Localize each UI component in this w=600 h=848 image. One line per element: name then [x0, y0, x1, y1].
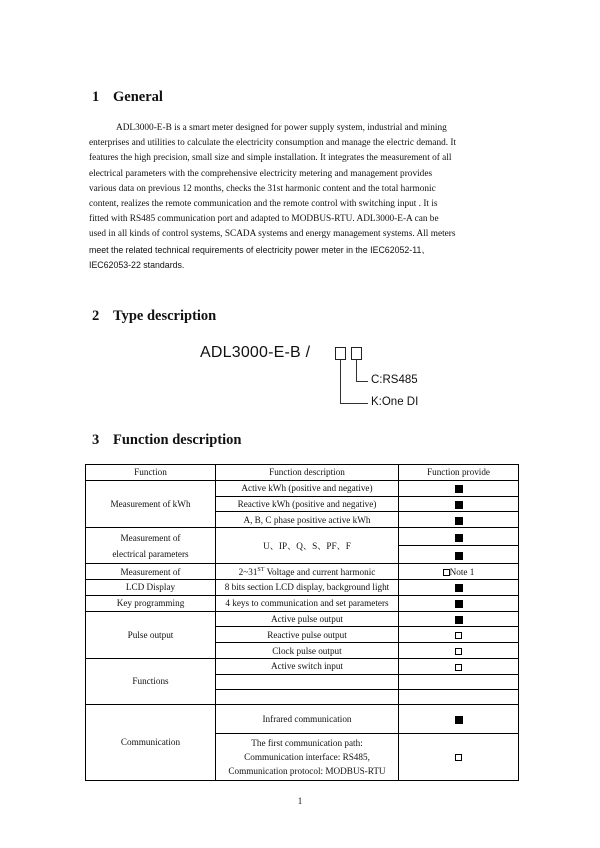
provide-cell: [399, 595, 519, 611]
hollow-square-icon: [455, 632, 462, 639]
desc-cell: The first communication path: Communication interface: RS485, Communication protocol: MODBUS-RTU: [216, 733, 399, 780]
desc-cell: Reactive kWh (positive and negative): [216, 496, 399, 512]
provide-cell: [399, 658, 519, 674]
paragraph-line: used in all kinds of control systems, SCADA systems and energy management systems. All meters: [89, 229, 456, 240]
provide-cell-empty: [399, 689, 519, 704]
section-heading-function: 3 Function description: [92, 432, 242, 448]
table-row: [86, 704, 519, 733]
group-communication: Communication: [86, 704, 216, 780]
connector-line-c-horizontal: [356, 381, 368, 382]
table-row: [86, 528, 519, 546]
paragraph-line: various data on previous 12 months, checks the 31st harmonic content and the total harmonic: [89, 183, 436, 194]
provide-cell: [399, 480, 519, 496]
provide-cell: [399, 627, 519, 643]
provide-cell: [399, 546, 519, 564]
func-cell: Measurement of: [86, 564, 216, 580]
table-header-row: [86, 465, 519, 481]
func-cell: LCD Display: [86, 579, 216, 595]
desc-cell: U、IP、Q、S、PF、F: [216, 528, 399, 564]
paragraph-line: content, realizes the remote communication and the remote control with switching input . It is: [89, 198, 438, 209]
desc-cell: Active pulse output: [216, 611, 399, 627]
paragraph-line: meet the related technical requirements of electricity power meter in the IEC62052-11、: [89, 244, 431, 255]
filled-square-icon: [455, 501, 463, 509]
paragraph-line: enterprises and utilities to calculate the electricity consumption and manage the electric demand. It: [89, 138, 457, 149]
paragraph-line: electrical parameters with the comprehensive electricity metering and management provides: [89, 168, 433, 179]
connector-line-k: [340, 360, 341, 404]
filled-square-icon: [455, 584, 463, 592]
filled-square-icon: [455, 600, 463, 608]
page-number: 1: [297, 796, 303, 806]
hollow-square-icon: [443, 569, 450, 576]
section-heading-type: 2 Type description: [92, 308, 217, 324]
desc-cell: 4 keys to communication and set parameters: [216, 595, 399, 611]
desc-cell: Infrared communication: [216, 704, 399, 733]
desc-cell-empty: [216, 674, 399, 689]
desc-cell-empty: [216, 689, 399, 704]
group-pulse: Pulse output: [86, 611, 216, 658]
provide-cell: [399, 643, 519, 659]
paragraph-line: fitted with RS485 communication port and adapted to MODBUS-RTU. ADL3000-E-A can be: [89, 214, 439, 225]
option-k-label: K:One DI: [371, 396, 419, 408]
desc-cell: A, B, C phase positive active kWh: [216, 512, 399, 528]
provide-cell: [399, 611, 519, 627]
header-function: Function: [86, 465, 216, 481]
provide-cell-empty: [399, 674, 519, 689]
connector-line-k-horizontal: [340, 403, 368, 404]
table-row: [86, 480, 519, 496]
model-code: ADL3000-E-B /: [200, 344, 311, 361]
table-row: [86, 595, 519, 611]
filled-square-icon: [455, 485, 463, 493]
provide-cell: [399, 528, 519, 546]
provide-cell: [399, 733, 519, 780]
table-row: [86, 658, 519, 674]
option-c-label: C:RS485: [371, 374, 418, 386]
group-electrical: Measurement of electrical parameters: [86, 528, 216, 564]
group-kwh: Measurement of kWh: [86, 480, 216, 527]
table-row: [86, 564, 519, 580]
provide-cell: [399, 704, 519, 733]
table-row: [86, 579, 519, 595]
provide-cell: [399, 496, 519, 512]
header-description: Function description: [216, 465, 399, 481]
provide-cell: Note 1: [399, 564, 519, 580]
table-row: [86, 611, 519, 627]
filled-square-icon: [455, 716, 463, 724]
group-functions: Functions: [86, 658, 216, 704]
paragraph-line: ADL3000-E-B is a smart meter designed for power supply system, industrial and mining: [116, 123, 447, 133]
filled-square-icon: [455, 552, 463, 560]
hollow-square-icon: [455, 664, 462, 671]
desc-cell: 8 bits section LCD display, background light: [216, 579, 399, 595]
header-provide: Function provide: [399, 465, 519, 481]
paragraph-line: features the high precision, small size and simple installation. It integrates the measurement of all: [89, 153, 452, 164]
filled-square-icon: [455, 534, 463, 542]
function-table: [85, 464, 519, 781]
desc-cell: Active switch input: [216, 658, 399, 674]
option-box-2: [351, 347, 362, 360]
option-box-1: [335, 347, 346, 360]
general-paragraph: [89, 121, 521, 273]
desc-cell: Active kWh (positive and negative): [216, 480, 399, 496]
connector-line-c: [356, 360, 357, 382]
filled-square-icon: [455, 616, 463, 624]
provide-cell: [399, 512, 519, 528]
provide-cell: [399, 579, 519, 595]
func-cell: Key programming: [86, 595, 216, 611]
desc-cell: Reactive pulse output: [216, 627, 399, 643]
hollow-square-icon: [455, 754, 462, 761]
filled-square-icon: [455, 517, 463, 525]
section-heading-general: 1 General: [92, 89, 163, 105]
hollow-square-icon: [455, 648, 462, 655]
desc-cell: Clock pulse output: [216, 643, 399, 659]
desc-cell: 2~31ST Voltage and current harmonic: [216, 564, 399, 580]
paragraph-line: IEC62053-22 standards.: [89, 259, 185, 270]
